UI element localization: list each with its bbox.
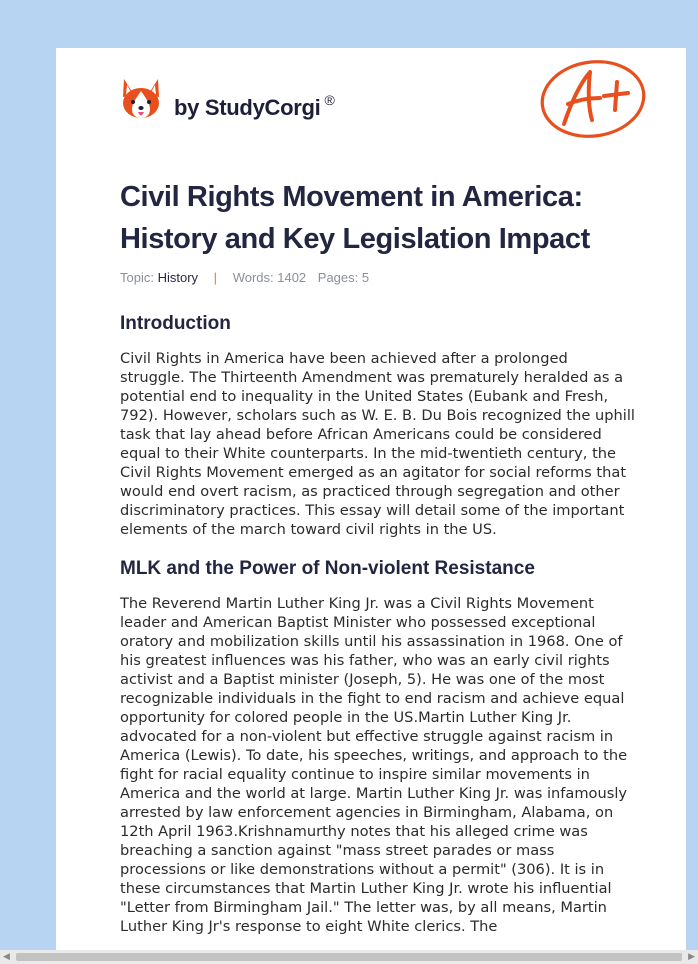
registered-mark: ® — [324, 92, 335, 108]
a-plus-grade-badge — [538, 58, 648, 146]
section-body-mlk: The Reverend Martin Luther King Jr. was a Civil Rights Movement leader and American Baptist Minister who possessed exceptional oratory and mobilization skills until his assassination in 1968. One of his greatest influences was his father, who was an early civil rights activist and a Baptist minister (Joseph, 5). He was one of the most recognizable individuals in the fight to end racism and achieve equal opportunity for colored people in the US.Martin Luther King Jr. advocated for a non-violent but effective struggle against racism in America (Lewis). To date, his speeches, writings, and approach to the fight for racial equality continue to inspire similar movements in America and the world at large. Martin Luther King Jr. was infamously arrested by law enforcement agencies in Birmingham, Alabama, on 12th April 1963.Krishnamurthy notes that his alleged crime was breaching a sanction against "mass street parades or mass processions or like demonstrations without a permit" (306). It is in these circumstances that Martin Luther King Jr. wrote his influential "Letter from Birmingham Jail." The letter was, by all means, Martin Luther King Jr's response to eight White clerics. The — [120, 595, 628, 935]
section-heading-mlk: MLK and the Power of Non-violent Resistance — [120, 558, 535, 579]
scrollbar-thumb[interactable] — [16, 953, 682, 961]
document-page — [56, 48, 686, 964]
horizontal-scrollbar[interactable] — [0, 950, 698, 964]
document-title: Civil Rights Movement in America: History and Key Legislation Impact — [120, 181, 590, 255]
brand-name-text: by StudyCorgi — [174, 95, 321, 120]
meta-separator: | — [213, 270, 218, 285]
brand-name[interactable] — [174, 92, 334, 121]
page-count: Pages: 5 — [317, 270, 370, 285]
section-heading-introduction: Introduction — [120, 313, 231, 334]
scroll-right-icon[interactable]: ▶ — [688, 952, 695, 962]
word-count: Words: 1402 — [232, 270, 307, 285]
corgi-icon[interactable] — [120, 76, 162, 124]
scroll-left-icon[interactable]: ◀ — [3, 952, 10, 962]
document-meta — [120, 270, 369, 285]
section-body-introduction: Civil Rights in America have been achieved after a prolonged struggle. The Thirteenth Amendment was prematurely heralded as a potential end to inequality in the United States (Eubank and Fresh, 792). However, scholars such as W. E. B. Du Bois recognized the uphill task that lay ahead before African Americans could be considered equal to their White counterparts. In the mid-twentieth century, the Civil Rights Movement emerged as an agitator for social reforms that would end overt racism, as practiced through segregation and other discriminatory practices. This essay will detail some of the important elements of the march toward civil rights in the US. — [120, 350, 635, 538]
topic-link[interactable]: History — [157, 270, 199, 285]
topic-label: Topic: — [120, 270, 154, 285]
